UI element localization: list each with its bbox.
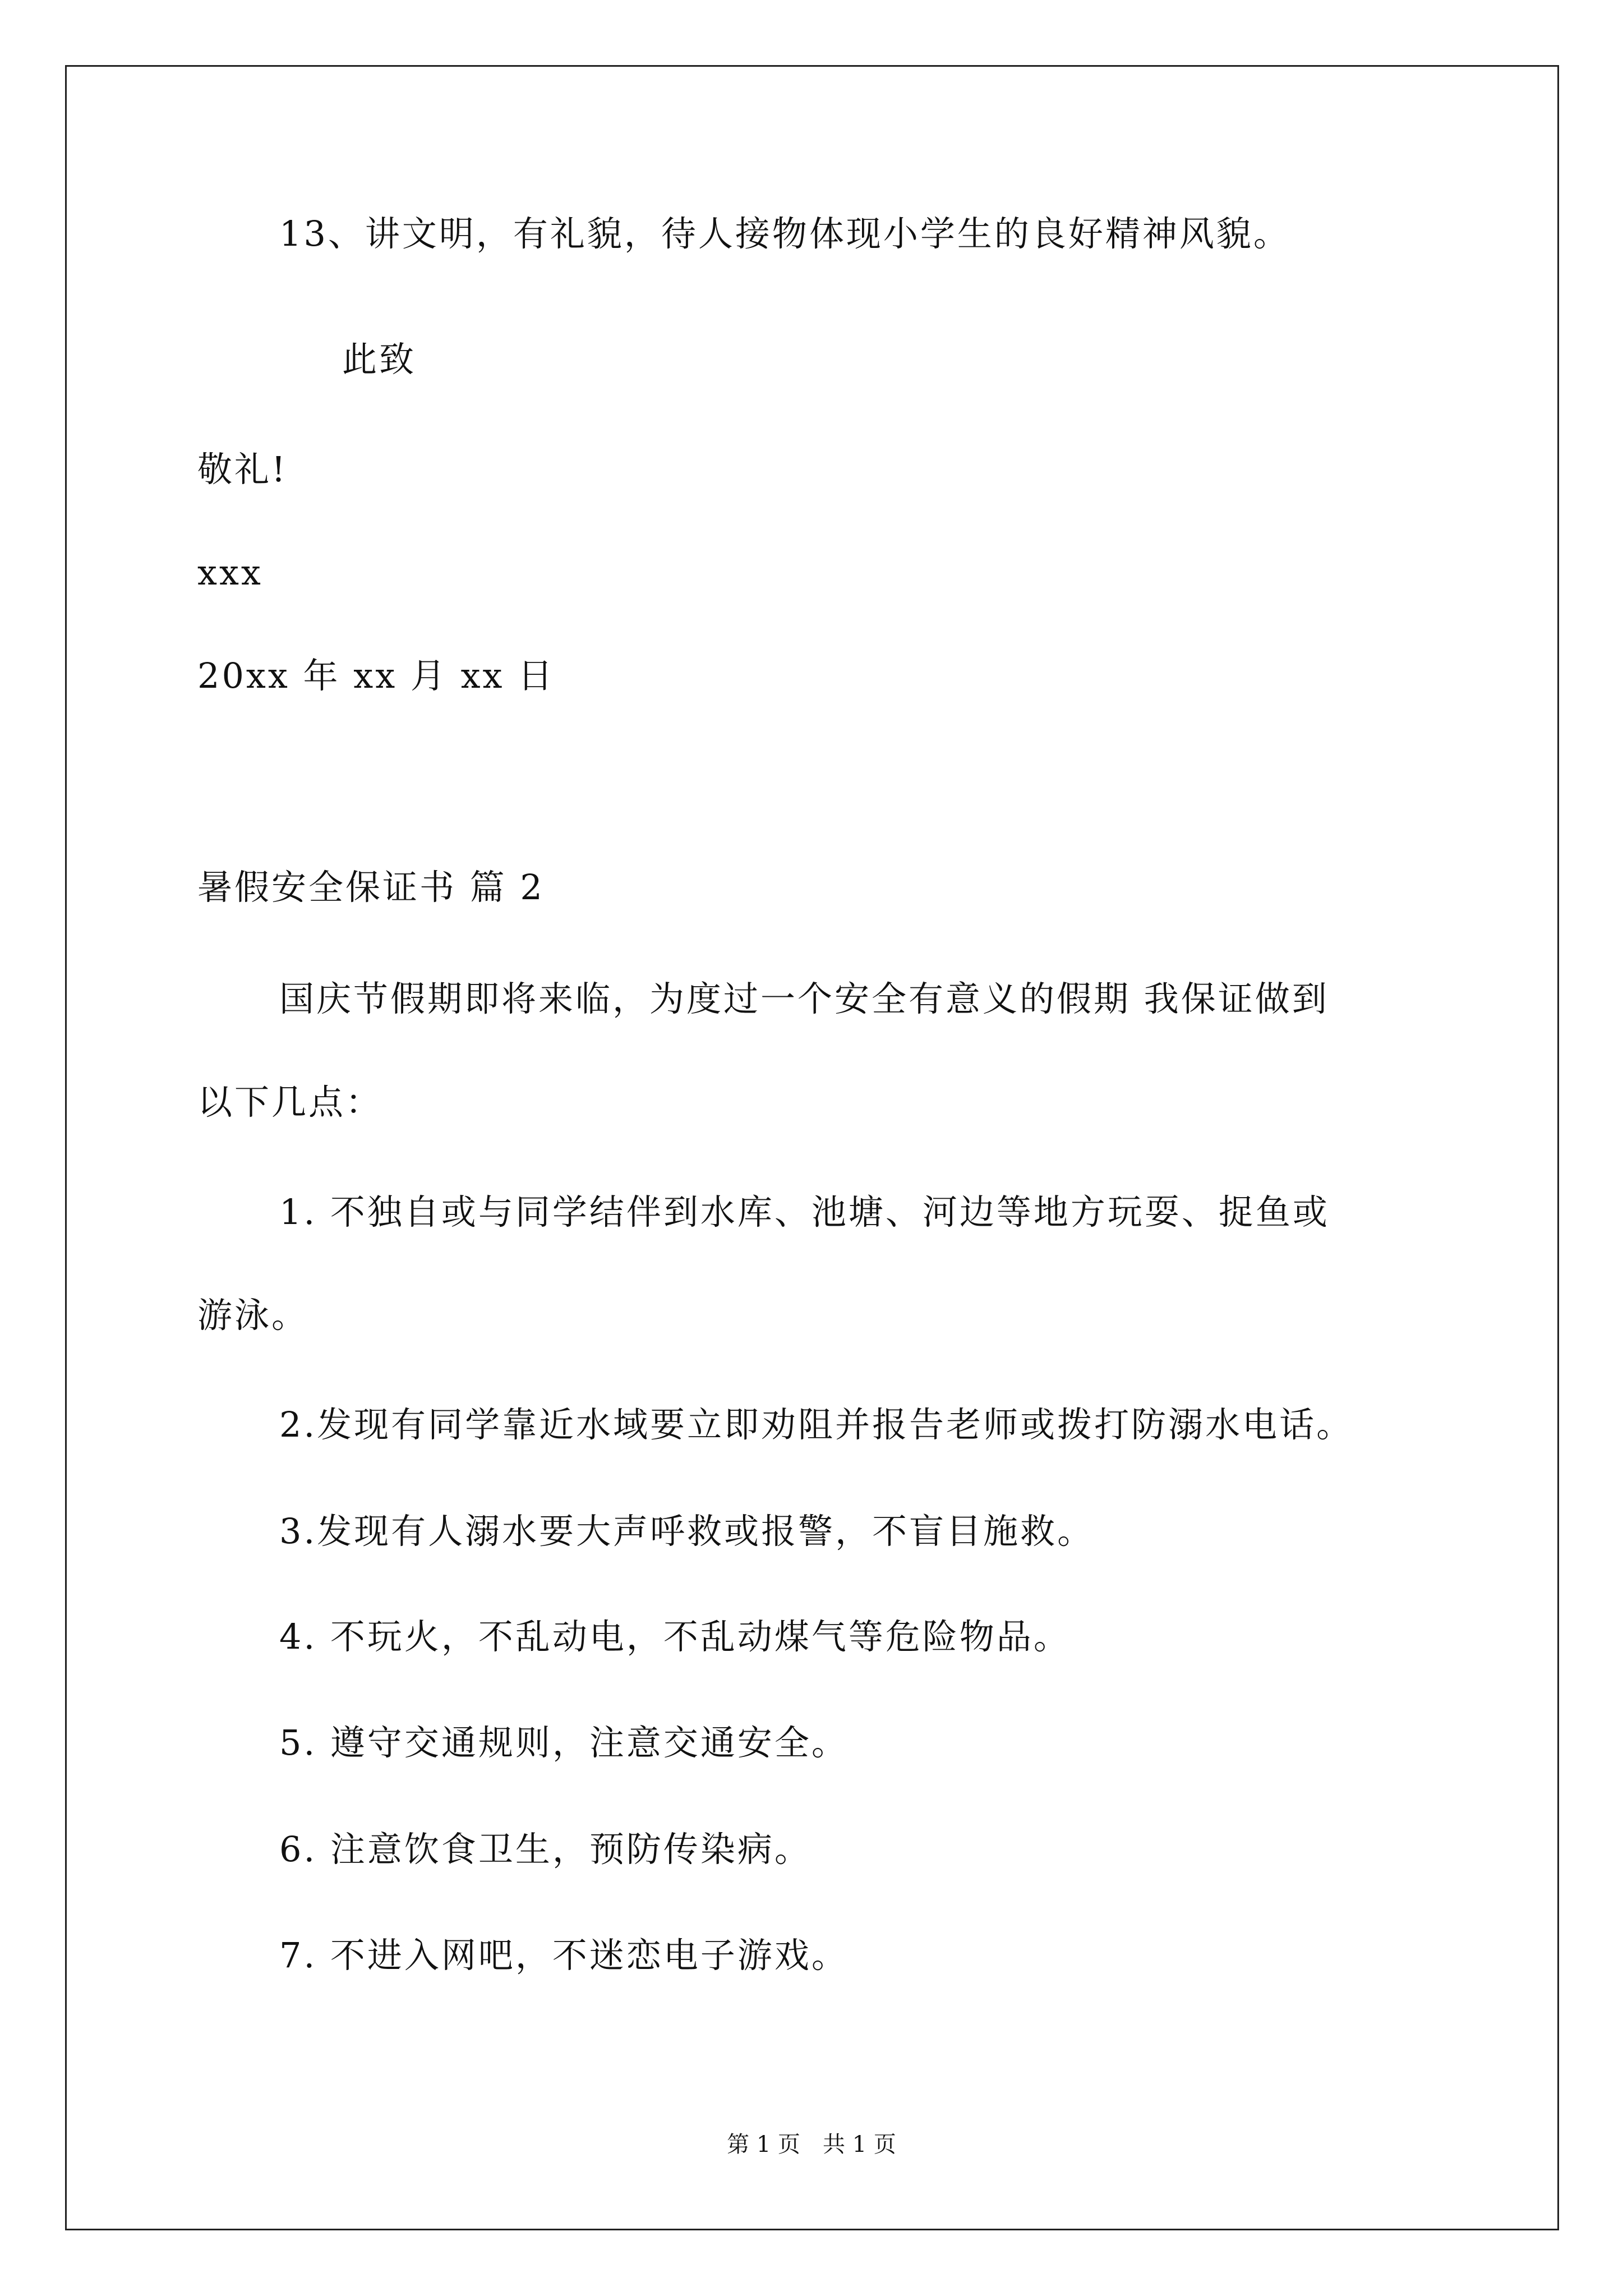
signature-date: 20xx 年 xx 月 xx 日	[197, 655, 555, 696]
list-item-1-line-1: 1. 不独自或与同学结伴到水库、池塘、河边等地方玩耍、捉鱼或	[279, 1191, 1330, 1232]
section-title: 暑假安全保证书 篇 2	[197, 867, 545, 908]
page-number-current: 第 1 页	[727, 2132, 800, 2157]
list-item-5: 5. 遵守交通规则，注意交通安全。	[279, 1722, 849, 1763]
closing-cizhi: 此致	[342, 339, 417, 380]
closing-jingli: 敬礼!	[197, 449, 288, 490]
list-item-1-line-2: 游泳。	[197, 1295, 309, 1336]
list-item-6: 6. 注意饮食卫生，预防传染病。	[279, 1829, 811, 1870]
page-footer	[0, 2131, 1623, 2159]
intro-paragraph-line-2: 以下几点：	[197, 1082, 383, 1122]
list-item-2: 2.发现有同学靠近水域要立即劝阻并报告老师或拨打防溺水电话。	[279, 1404, 1354, 1445]
page-border	[65, 65, 1559, 2230]
signature-name: xxx	[197, 552, 263, 593]
intro-paragraph-line-1: 国庆节假期即将来临，为度过一个安全有意义的假期 我保证做到	[279, 978, 1329, 1019]
page-number-total: 共 1 页	[823, 2132, 896, 2157]
list-item-7: 7. 不进入网吧，不迷恋电子游戏。	[279, 1935, 849, 1976]
list-item-3: 3.发现有人溺水要大声呼救或报警，不盲目施救。	[279, 1511, 1095, 1552]
body-line-13: 13、讲文明，有礼貌，待人接物体现小学生的良好精神风貌。	[279, 213, 1290, 254]
list-item-4: 4. 不玩火，不乱动电，不乱动煤气等危险物品。	[279, 1616, 1071, 1657]
